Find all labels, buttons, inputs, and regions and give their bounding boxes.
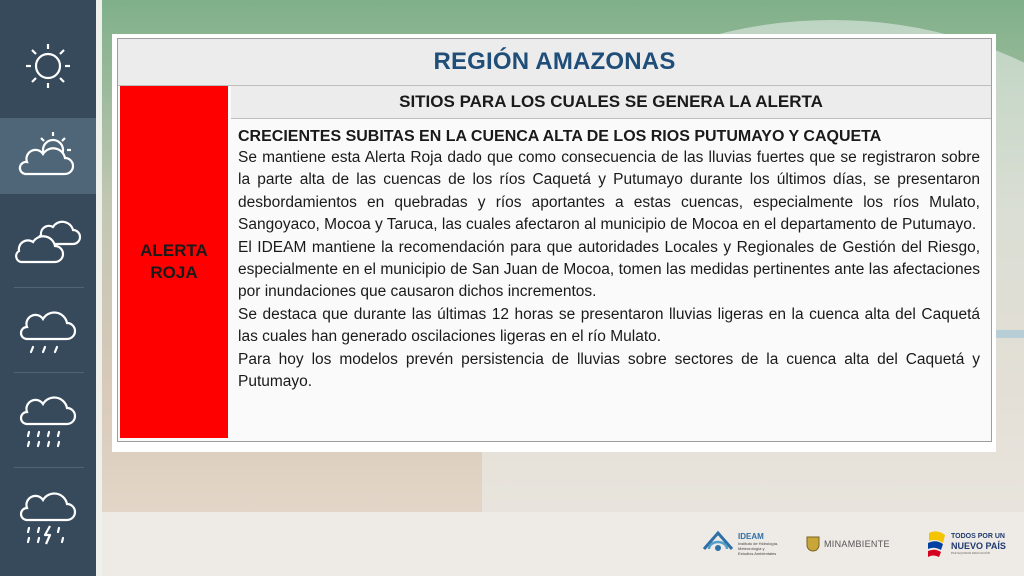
sidebar-item-sunny[interactable] — [0, 28, 96, 100]
colombia-shield-icon — [806, 536, 820, 552]
sidebar-item-drizzle[interactable] — [0, 296, 96, 366]
colombia-flag-wave-icon — [926, 529, 948, 559]
alert-level-line1: ALERTA — [140, 241, 208, 260]
alert-table — [117, 38, 992, 442]
todos-line3: PAZ EQUIDAD EDUCACIÓN — [951, 550, 990, 555]
sidebar-item-storm[interactable] — [0, 478, 96, 558]
sidebar-divider — [14, 467, 84, 468]
todos-line2: NUEVO PAÍS — [951, 540, 1006, 551]
clouds-icon — [13, 210, 83, 270]
ideam-logo — [700, 520, 786, 568]
minambiente-logo — [806, 520, 906, 568]
alert-paragraph-1: Se mantiene esta Alerta Roja dado que como consecuencia de las lluvias fuertes que se registraron sobre la parte alta de las cuencas de los ríos Caquetá y Putumayo durante los últimos días, se presentaron desbordamientos en quebradas y ríos aportantes a estas cuencas, especialmente los ríos Mulato, Sangoyaco, Mocoa y Taruca, las cuales afectaron al municipio de Mocoa en el departamento de Putumayo. — [238, 149, 980, 234]
sidebar-divider — [14, 372, 84, 373]
cloud-storm-icon — [13, 488, 83, 548]
sidebar-item-partly-cloudy[interactable] — [0, 118, 96, 194]
todos-por-un-nuevo-pais-logo — [926, 520, 1018, 568]
ideam-emblem-icon — [700, 527, 736, 561]
alert-paragraph-2: El IDEAM mantiene la recomendación para que autoridades Locales y Regionales de Gestión del Riesgo, especialmente en el municipio de San Juan de Mocoa, tomen las medidas pertinentes ante las afectaciones por inundaciones que causaron dichos incrementos. — [238, 238, 980, 301]
alert-level-cell — [120, 86, 228, 438]
sidebar-item-cloudy[interactable] — [0, 200, 96, 280]
ideam-description: Instituto de Hidrología, Meteorología y Estudios Ambientales — [738, 541, 779, 556]
sidebar-item-heavy-rain[interactable] — [0, 382, 96, 462]
sites-header — [231, 86, 991, 119]
sun-icon — [13, 34, 83, 94]
alert-subtitle: CRECIENTES SUBITAS EN LA CUENCA ALTA DE LOS RIOS PUTUMAYO Y CAQUETA — [238, 128, 882, 145]
todos-line1: TODOS POR UN — [951, 532, 1005, 540]
alert-paragraph-4: Para hoy los modelos prevén persistencia de lluvias sobre sectores de la cuenca alta del Caquetá y Putumayo. — [238, 350, 980, 391]
alert-level-line2: ROJA — [150, 263, 198, 282]
sites-header-title: SITIOS PARA LOS CUALES SE GENERA LA ALERTA — [399, 92, 823, 111]
region-title: REGIÓN AMAZONAS — [433, 48, 676, 75]
minambiente-label: MINAMBIENTE — [824, 539, 890, 549]
alert-description — [238, 126, 980, 393]
ideam-name: IDEAM — [738, 532, 764, 541]
cloud-drizzle-icon — [13, 301, 83, 361]
sidebar-divider — [14, 287, 84, 288]
cloud-heavy-rain-icon — [13, 392, 83, 452]
region-header — [118, 39, 991, 86]
sun-cloud-icon — [13, 126, 83, 186]
alert-paragraph-3: Se destaca que durante las últimas 12 horas se presentaron lluvias ligeras en la cuenca alta del Caquetá las cuales han generado oscilaciones ligeras en el río Mulato. — [238, 305, 980, 346]
alert-level-label — [134, 240, 214, 284]
sidebar — [0, 0, 96, 576]
